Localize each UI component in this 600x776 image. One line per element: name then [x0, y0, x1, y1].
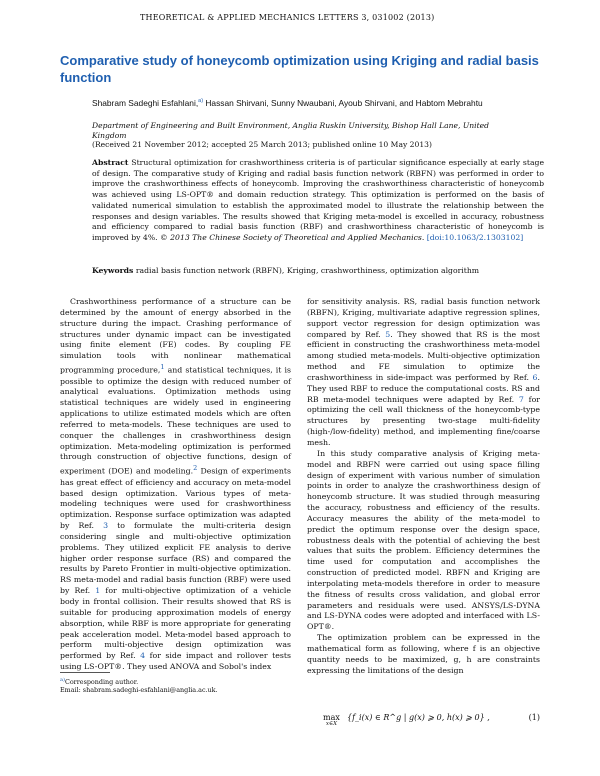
citation-link[interactable]: 4: [140, 651, 146, 661]
author-list: [92, 96, 552, 109]
doi-link[interactable]: [doi:10.1063/2.1303102]: [426, 232, 524, 242]
text-run: for sensitivity analysis. RS, radial basis function network (RBFN), Kriging, multivariate adaptive regression splines, support vector regression for design optimization was compared by Ref.: [307, 297, 540, 339]
footnote-rule: [60, 672, 110, 673]
text-run: Crashworthiness performance of a structure can be determined by the amount of energy absorbed in the structure during the impact. Crashing performance of structures under dynamic impact can be investigated using finite element (FE) codes. By coupling FE simulation tools with nonlinear mathematical programming procedure,: [60, 297, 291, 375]
citation-link[interactable]: 2: [193, 464, 198, 473]
study-paragraph: In this study comparative analysis of Kriging meta-model and RBFN were carried out using space filling design of experiment with various number of simulation points in order to analyze the crashworthiness design of honeycomb structure. It was studied through measuring the accuracy, robustness and efficiency of the results. Accuracy measures the ability of the meta-model to predict the optimum response over the design space, robustness deals with the potential of achieving the best values that suits the problem. Efficiency determines the time used for computation and accomplishes the construction of predicted model. RBFN and Kriging are interpolating meta-models therefore in order to measure the fitness of results cross validation, and global error parameters and residuals were used. ANSYS/LS-DYNA and LS-DYNA codes were adopted and interfaced with LS-OPT®.: [307, 448, 540, 632]
left-paragraph: [60, 297, 291, 673]
citation-link[interactable]: 1: [95, 586, 101, 596]
text-run: for side impact and rollover tests using LS-OPT®. They used ANOVA and Sobol's index: [60, 651, 291, 672]
abstract: [92, 158, 544, 244]
max-operator: max: [323, 713, 340, 722]
right-paragraph-continued: [307, 297, 540, 449]
first-author: Shabram Sadeghi Esfahlani,: [92, 97, 199, 108]
optimization-paragraph: The optimization problem can be expressed in the mathematical form as following, where f is an objective quantity needs to be maximized, g, h are constraints expressing the limitations of the design: [307, 633, 540, 675]
text-run: and statistical techniques, it is possible to optimize the design with reduced number of analytical evaluations. Optimization methods using statistical techniques are widely used in engineering applications to utilize estimated models which are often referred to meta-models. These techniques are used to conquer the challenges in crashworthiness design optimization. Meta-modeling optimization is performed through construction of objective functions, design of experiment (DOE) and modeling.: [60, 365, 291, 476]
text-run: for multi-objective optimization of a vehicle body in frontal collision. Their results showed that RS is suitable for producing approximation models of energy absorption, while RBF is more appropriate for generating peak acceleration model. Meta-model based approach to perform multi-objective design optimization was performed by Ref.: [60, 586, 291, 661]
equation-body: {f_i(x) ∈ R^g | g(x) ⩾ 0, h(x) ⩾ 0} ,: [347, 713, 490, 722]
paper-title: Comparative study of honeycomb optimization using Kriging and radial basis function: [60, 53, 539, 85]
affiliation: Department of Engineering and Built Environment, Anglia Ruskin University, Bishop Hall Lane, United Kingdom: [92, 121, 489, 140]
keywords-text: radial basis function network (RBFN), Kriging, crashworthiness, optimization algorithm: [133, 266, 480, 275]
keywords-label: Keywords: [92, 266, 134, 275]
text-run: for optimizing the cell wall thickness of the honeycomb-type structures by presenting two-stage multi-fidelity (high-/low-fidelity) method, and implementing fine/coarse mesh.: [307, 394, 540, 447]
text-run: Design of experiments has great effect of efficiency and accuracy on meta-model based design optimization. Various types of meta-modeling techniques were used for crashworthiness optimization. Response surface optimization was adapted by Ref.: [60, 466, 291, 531]
text-run: to formulate the multi-criteria design considering single and multi-objective optimization problems. They utilized explicit FE analysis to derive higher order response surface (RS) and compared the results by Pareto Frontier in multi-objective optimization. RS meta-model and radial basis function (RBF) were used by Ref.: [60, 521, 291, 596]
copyright-line: © 2013 The Chinese Society of Theoretical and Applied Mechanics.: [160, 232, 425, 242]
running-head: THEORETICAL & APPLIED MECHANICS LETTERS 3, 031002 (2013): [140, 13, 435, 22]
footnote-line: [60, 676, 300, 686]
footnote: [60, 676, 300, 694]
text-run: . They used RBF to reduce the computational costs. RS and RB meta-model techniques were adapted by Ref.: [307, 372, 540, 404]
left-column: [60, 297, 291, 673]
equation-1: [307, 712, 540, 732]
corresponding-mark[interactable]: a): [198, 98, 204, 104]
abstract-text: Structural optimization for crashworthiness criteria is of particular significance especially at early stage of design. The comparative study of Kriging and radial basis function network (RBFN) was performed in order to improve the crashworthiness effects of honeycomb. Improving the crashworthiness characteristic of honeycomb was achieved using LS-OPT® and domain reduction strategy. This optimization is performed on the basis of validated numerical simulation to establish the approximated model to illustrate the relationship between the responses and design variables. The results showed that Kriging meta-model is excelled in accuracy, robustness and efficiency compared to radial basis function (RBF) and crashworthiness characteristic of honeycomb is improved by 4%.: [92, 158, 544, 242]
equation-number: (1): [528, 713, 540, 722]
equation-operator: [323, 714, 340, 728]
citation-link[interactable]: 3: [103, 521, 109, 531]
footnote-mark: a): [60, 677, 65, 683]
footnote-text: Corresponding author.: [64, 678, 139, 687]
citation-link[interactable]: 1: [160, 363, 165, 372]
other-authors: Hassan Shirvani, Sunny Nwaubani, Ayoub Shirvani, and Habtom Mebrahtu: [203, 97, 483, 108]
citation-link[interactable]: 6: [532, 372, 538, 382]
keywords: [92, 266, 544, 275]
footnote-email[interactable]: Email: shabram.sadeghi-esfahlani@anglia.ac.uk.: [60, 686, 218, 695]
abstract-label: Abstract: [92, 158, 129, 167]
text-run: . They showed that RS is the most efficient in constructing the crashworthiness meta-model among studied meta-models. Multi-objective optimization method and FE simulation to optimize the crashworthiness in side-impact was performed by Ref.: [307, 329, 540, 382]
citation-link[interactable]: 7: [518, 394, 524, 404]
right-column: [307, 297, 540, 677]
citation-link[interactable]: 5: [385, 329, 391, 339]
operator-subscript: x∈X: [325, 721, 337, 727]
received-dates: (Received 21 November 2012; accepted 25 March 2013; published online 10 May 2013): [92, 140, 432, 149]
